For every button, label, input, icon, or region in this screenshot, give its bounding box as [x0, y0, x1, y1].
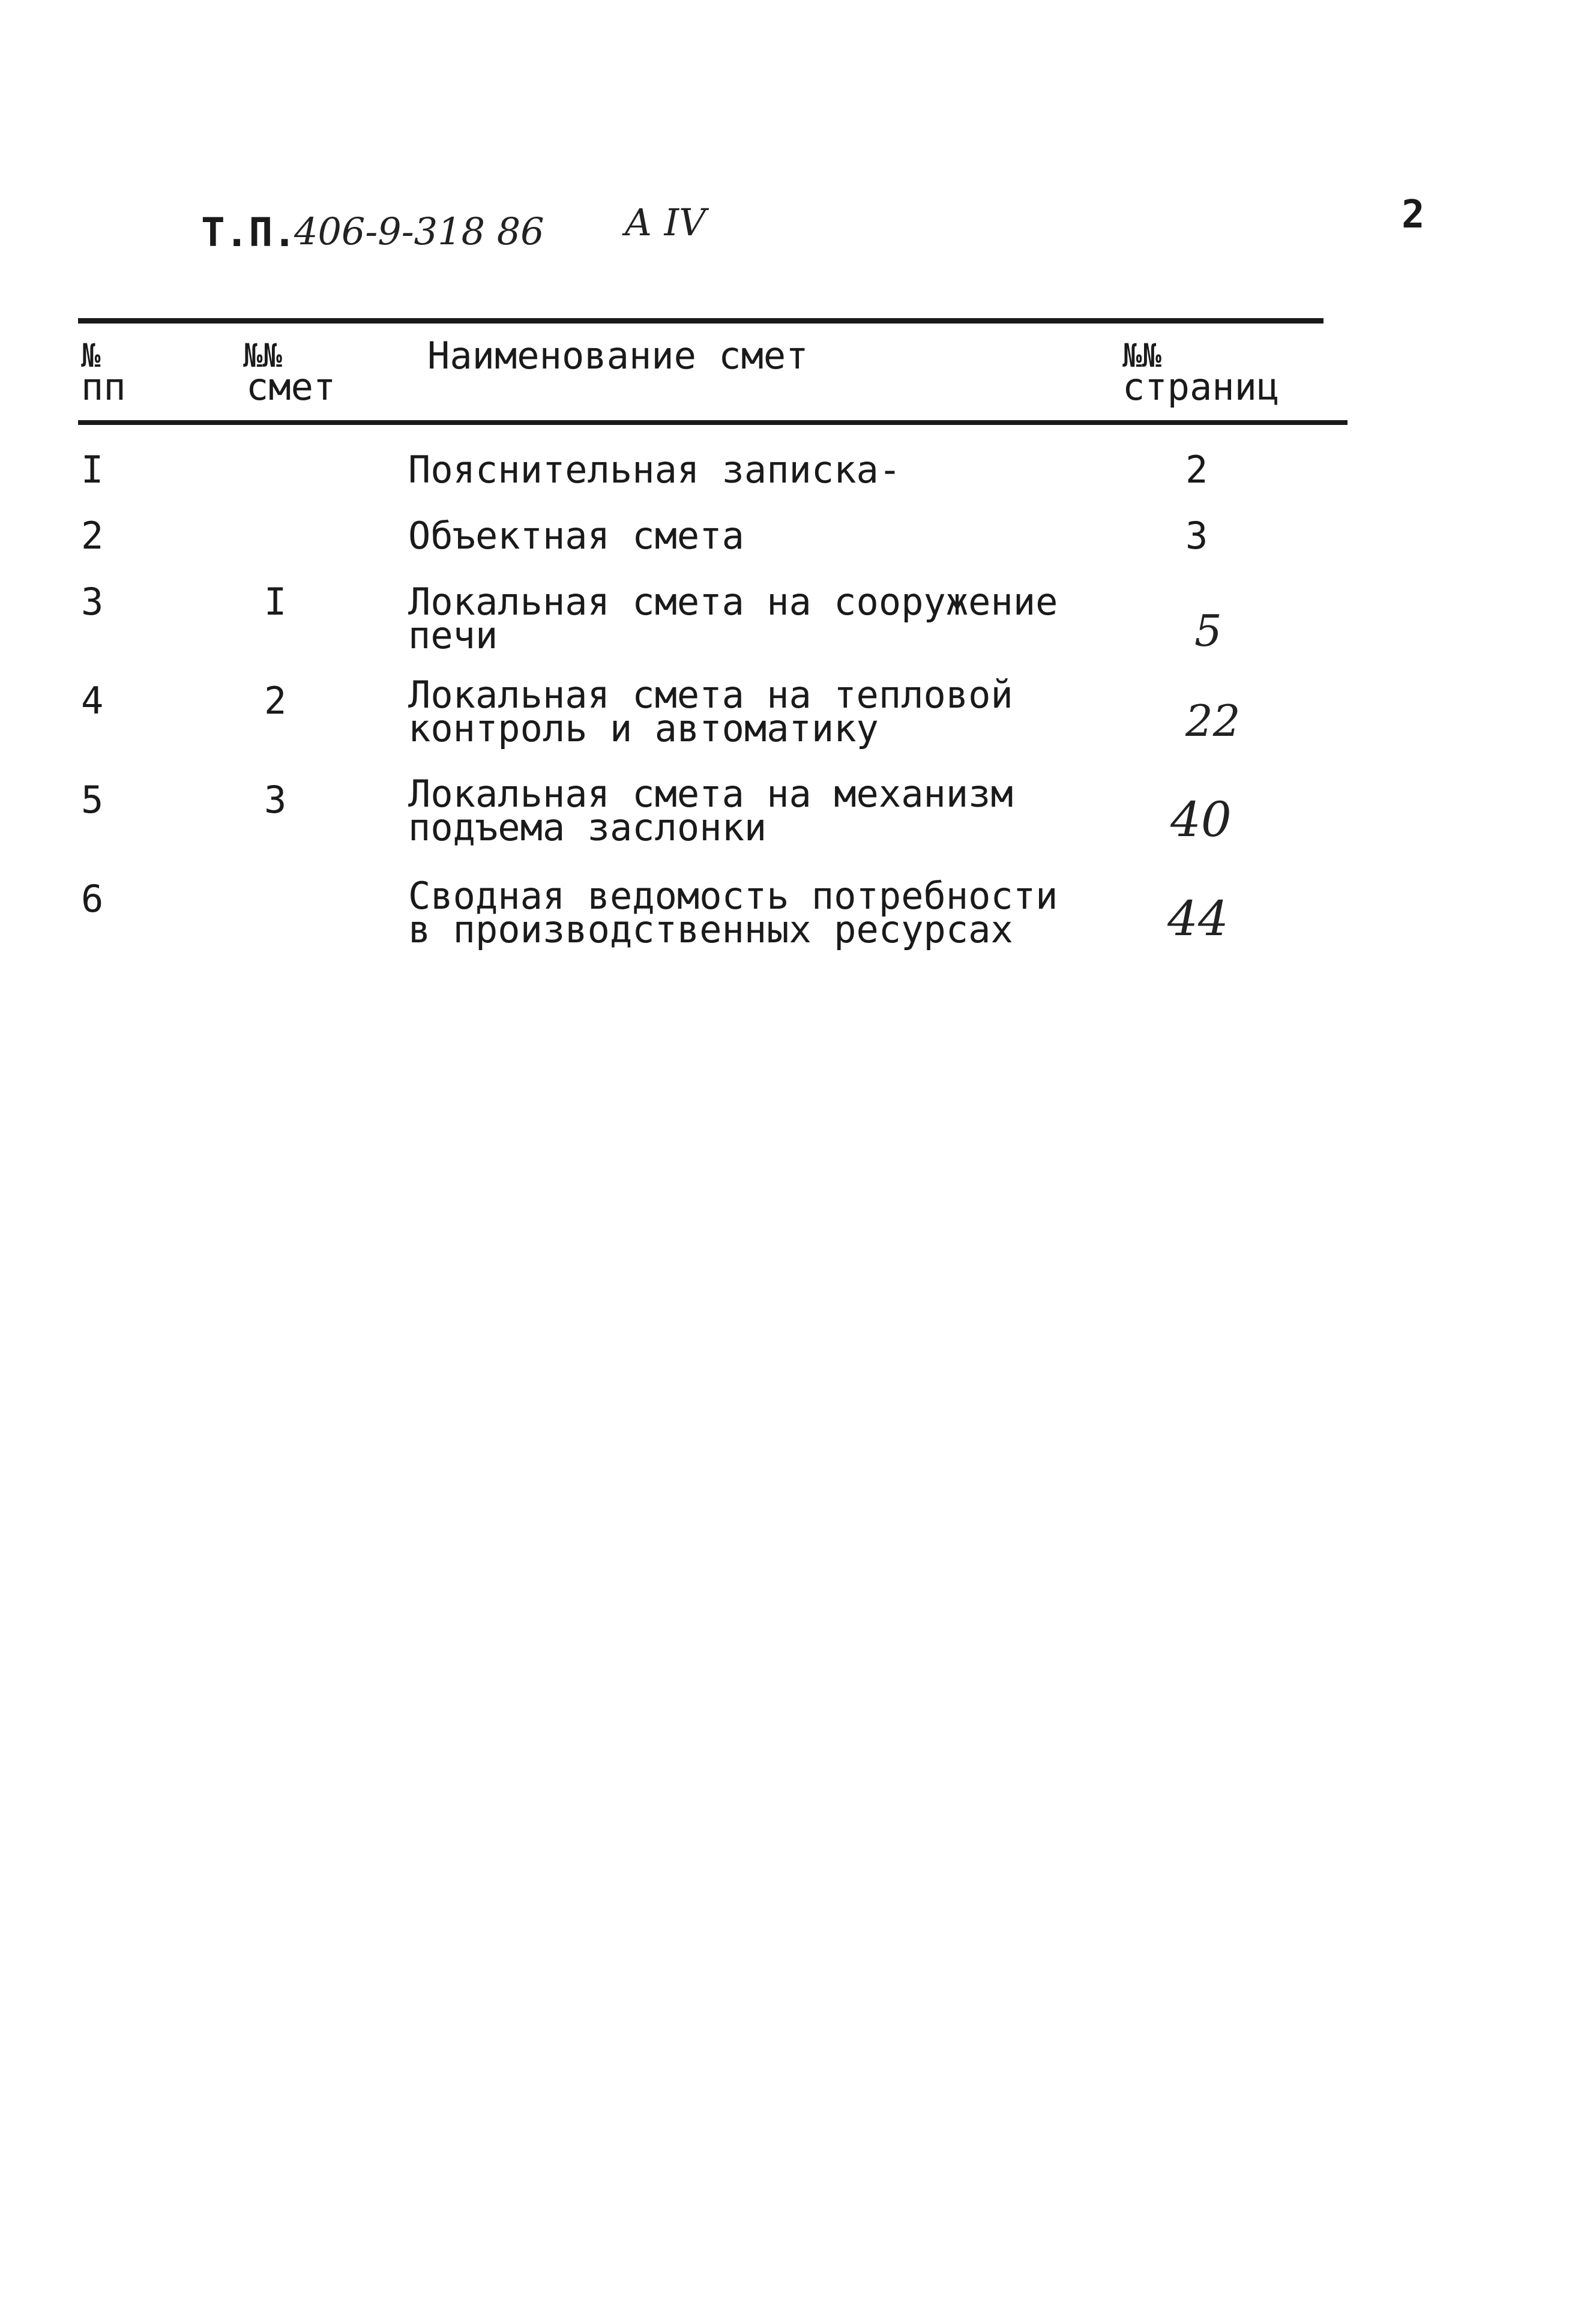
- row-name-line1: Пояснительная записка-: [408, 448, 902, 492]
- row-num: 2: [81, 514, 104, 558]
- row-page: 3: [1185, 514, 1208, 558]
- row-name: [408, 673, 1013, 750]
- col-num-header-line2: пп: [81, 365, 126, 409]
- row-smeta: 3: [264, 778, 287, 822]
- row-page-handwritten: 22: [1185, 696, 1241, 746]
- document-code-prefix: Т.П.: [201, 209, 297, 256]
- row-name-line2: печи: [408, 613, 498, 657]
- row-name: [408, 772, 1013, 849]
- col-pages-header-line2: страниц: [1122, 365, 1280, 409]
- row-name-line2: контроль и автоматику: [408, 706, 879, 750]
- col-smeta-header-line1: №№: [243, 337, 283, 375]
- row-num: 6: [81, 877, 104, 921]
- album-number-handwritten: А IV: [624, 200, 706, 244]
- row-name: [408, 874, 1058, 951]
- row-smeta: 2: [264, 679, 287, 723]
- row-name-line1: Сводная ведомость потребности: [408, 874, 1058, 918]
- row-name: [408, 580, 1058, 657]
- row-page-handwritten: 44: [1167, 891, 1229, 947]
- row-name-line1: Локальная смета на сооружение: [408, 580, 1058, 624]
- row-num: 5: [81, 778, 104, 822]
- row-name-line1: Локальная смета на механизм: [408, 772, 1013, 816]
- table-header-rule: [78, 420, 1348, 425]
- col-num-header-line1: №: [81, 337, 101, 375]
- row-page: 2: [1185, 448, 1208, 492]
- page-number: 2: [1402, 193, 1425, 237]
- row-name-line2: в производственных ресурсах: [408, 908, 1013, 951]
- table-top-rule: [78, 318, 1323, 324]
- row-name: [408, 514, 744, 558]
- col-name-header: Наименование смет: [427, 334, 809, 378]
- row-name-line2: подъема заслонки: [408, 805, 767, 849]
- row-page-handwritten: 40: [1170, 792, 1232, 847]
- row-name-line1: Объектная смета: [408, 514, 744, 558]
- row-page-handwritten: 5: [1194, 606, 1222, 656]
- col-smeta-header-line2: смет: [246, 365, 336, 409]
- row-num: 4: [81, 679, 104, 723]
- row-smeta: I: [264, 580, 287, 624]
- document-code-handwritten: 406-9-318 86: [294, 209, 544, 253]
- row-name-line1: Локальная смета на тепловой: [408, 673, 1013, 717]
- col-pages-header-line1: №№: [1122, 337, 1162, 375]
- row-num: I: [81, 448, 104, 492]
- row-name: [408, 448, 902, 492]
- row-num: 3: [81, 580, 104, 624]
